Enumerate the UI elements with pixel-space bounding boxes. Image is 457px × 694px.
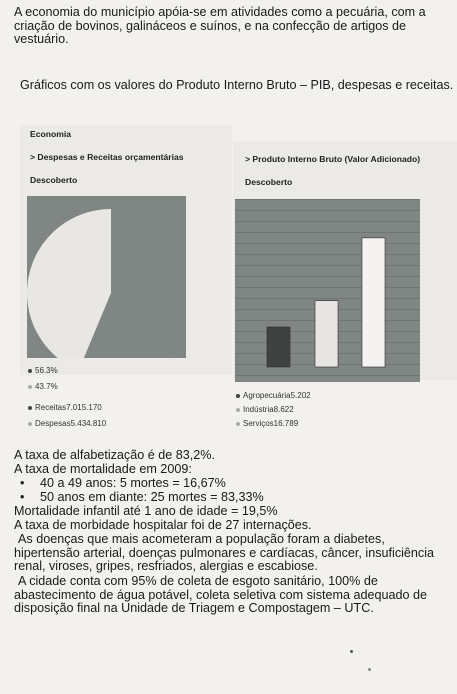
legend-item-pct-1 (28, 366, 58, 375)
legend-dot (28, 369, 32, 373)
bar-serviços (362, 238, 385, 367)
infant-mortality-text: Mortalidade infantil até 1 ano de idade = 19,5% (14, 504, 278, 518)
legend-dot (236, 422, 240, 426)
legend-dot (236, 408, 240, 412)
literacy-text: A taxa de alfabetização é de 83,2%. (14, 448, 215, 462)
legend-label: Serviços16.789 (243, 419, 299, 428)
mortality-item-text: 50 anos em diante: 25 mortes = 83,33% (40, 490, 264, 504)
legend-label: Receitas7.015.170 (35, 403, 102, 412)
legend-item-servicos (236, 419, 298, 428)
bar-agropecuária (267, 327, 290, 367)
legend-dot (28, 406, 32, 410)
mortality-item: • 50 anos em diante: 25 mortes = 83,33% (20, 490, 264, 504)
legend-item-receitas (28, 403, 102, 412)
morbidity-text: A taxa de morbidade hospitalar foi de 27 internações. (14, 518, 312, 532)
legend-item-agro (236, 391, 311, 400)
panel-title: Economia (30, 129, 72, 139)
intro-paragraph: A economia do município apóia-se em atividades como a pecuária, com a criação de bovinos, galináceos e suínos, e na confecção de artigos de vestuário. (14, 5, 426, 47)
bar-indústria (315, 301, 338, 367)
legend-dot (236, 394, 240, 398)
legend-item-industria (236, 405, 294, 414)
legend-dot (28, 422, 32, 426)
diseases-text: As doenças que mais acometeram a população foram a diabetes, hipertensão arterial, doenças pulmonares e cardíacas, câncer, insuficiência renal, viroses, gripes, resfriados, alergias e escabiose. (14, 532, 435, 574)
pib-status: Descoberto (245, 177, 293, 187)
mortality-item: • 40 a 49 anos: 5 mortes = 16,67% (20, 476, 226, 490)
pib-link[interactable]: > Produto Interno Bruto (Valor Adicionado) (245, 154, 421, 164)
legend-label: 43.7% (35, 382, 58, 391)
legend-item-pct-2 (28, 382, 58, 391)
legend-label: 56.3% (35, 366, 58, 375)
mortality-item-text: 40 a 49 anos: 5 mortes = 16,67% (40, 476, 226, 490)
budget-link[interactable]: > Despesas e Receitas orçamentárias (30, 152, 184, 162)
budget-status: Descoberto (30, 175, 78, 185)
mortality-title: A taxa de mortalidade em 2009: (14, 462, 192, 476)
legend-item-despesas (28, 419, 106, 428)
budget-pie-chart (27, 196, 186, 358)
pie-svg (27, 196, 186, 358)
scan-speck (368, 668, 371, 671)
pib-bar-chart (235, 199, 420, 382)
legend-label: Indústria8.622 (243, 405, 294, 414)
bar-svg (235, 199, 420, 382)
legend-label: Despesas5.434.810 (35, 419, 107, 428)
charts-caption: Gráficos com os valores do Produto Interno Bruto – PIB, despesas e receitas. (20, 78, 454, 92)
legend-label: Agropecuária5.202 (243, 391, 311, 400)
sanitation-text: A cidade conta com 95% de coleta de esgoto sanitário, 100% de abastecimento de água potável, coleta seletiva com sistema adequado de disposição final na Unidade de Triagem e Compostagem – UTC. (14, 574, 428, 616)
legend-dot (28, 385, 32, 389)
scan-speck (350, 650, 353, 653)
